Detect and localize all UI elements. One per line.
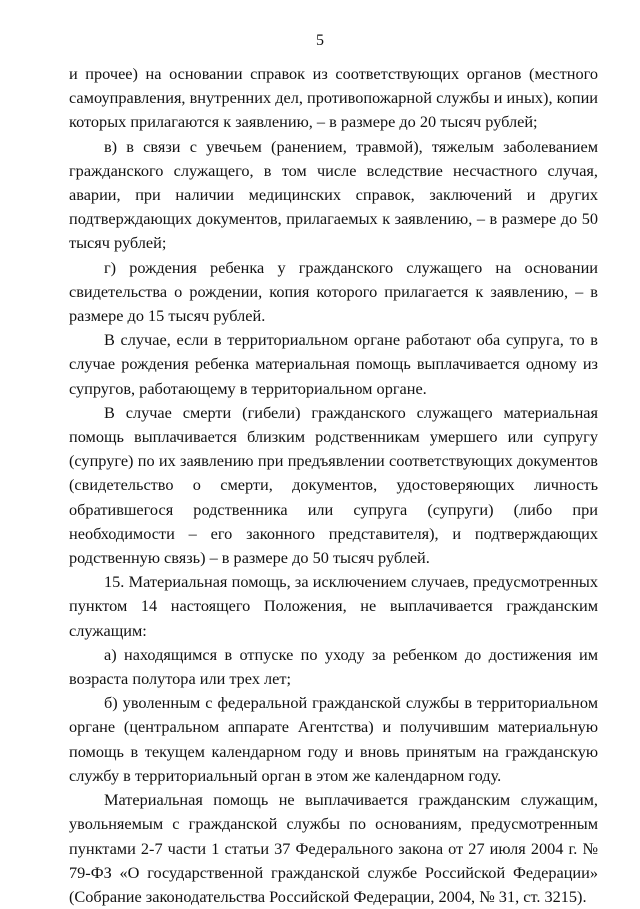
paragraph-not-paid: Материальная помощь не выплачивается гражданским служащим, увольняемым с гражданской службы по основаниям, предусмотренным пунктами 2-7 части 1 статьи 37 Федерального закона от 27 июля 2004 г. № 79-ФЗ «О государственной гражданской службе Российской Федерации» (Собрание законодательства Российской Федерации, 2004, № 31, ст. 3215).	[69, 790, 598, 906]
page-number: 5	[316, 32, 324, 49]
paragraph-item-b: б) уволенным с федеральной гражданской службы в территориальном органе (центральном аппарате Агентства) и получившим материальную помощь в текущем календарном году и вновь принятым на гражданскую службу в территориальный орган в этом же календарном году.	[69, 693, 598, 785]
paragraph-item-v: в) в связи с увечьем (ранением, травмой), тяжелым заболеванием гражданского служащего, в том числе вследствие несчастного случая, аварии, при наличии медицинских справок, заключений и других подтверждающих документов, прилагаемых к заявлению, – в размере до 50 тысяч рублей;	[69, 136, 598, 253]
paragraph-clause-15: 15. Материальная помощь, за исключением случаев, предусмотренных пунктом 14 настоящего Положения, не выплачивается гражданским служащим:	[69, 572, 598, 640]
paragraph-item-a: а) находящимся в отпуске по уходу за ребенком до достижения им возраста полутора или трех лет;	[69, 644, 598, 689]
paragraph-death: В случае смерти (гибели) гражданского служащего материальная помощь выплачивается близким родственникам умершего или супругу (супруге) по их заявлению при предъявлении соответствующих документов (свидетельство о смерти, документов, удостоверяющих личность обратившегося родственника или супруга (супруги) (либо при необходимости – его законного представителя), и подтверждающих родственную связь) – в размере до 50 тысяч рублей.	[69, 402, 598, 568]
paragraph-continuation: и прочее) на основании справок из соответствующих органов (местного самоуправления, внутренних дел, противопожарной службы и иных), копии которых прилагаются к заявлению, – в размере до 20 тысяч рублей;	[69, 64, 598, 132]
paragraph-item-g: г) рождения ребенка у гражданского служащего на основании свидетельства о рождении, копия которого прилагается к заявлению, – в размере до 15 тысяч рублей.	[69, 257, 598, 326]
document-body	[69, 62, 598, 909]
paragraph-both-spouses: В случае, если в территориальном органе работают оба супруга, то в случае рождения ребенка материальная помощь выплачивается одному из супругов, работающему в территориальном органе.	[69, 330, 598, 398]
